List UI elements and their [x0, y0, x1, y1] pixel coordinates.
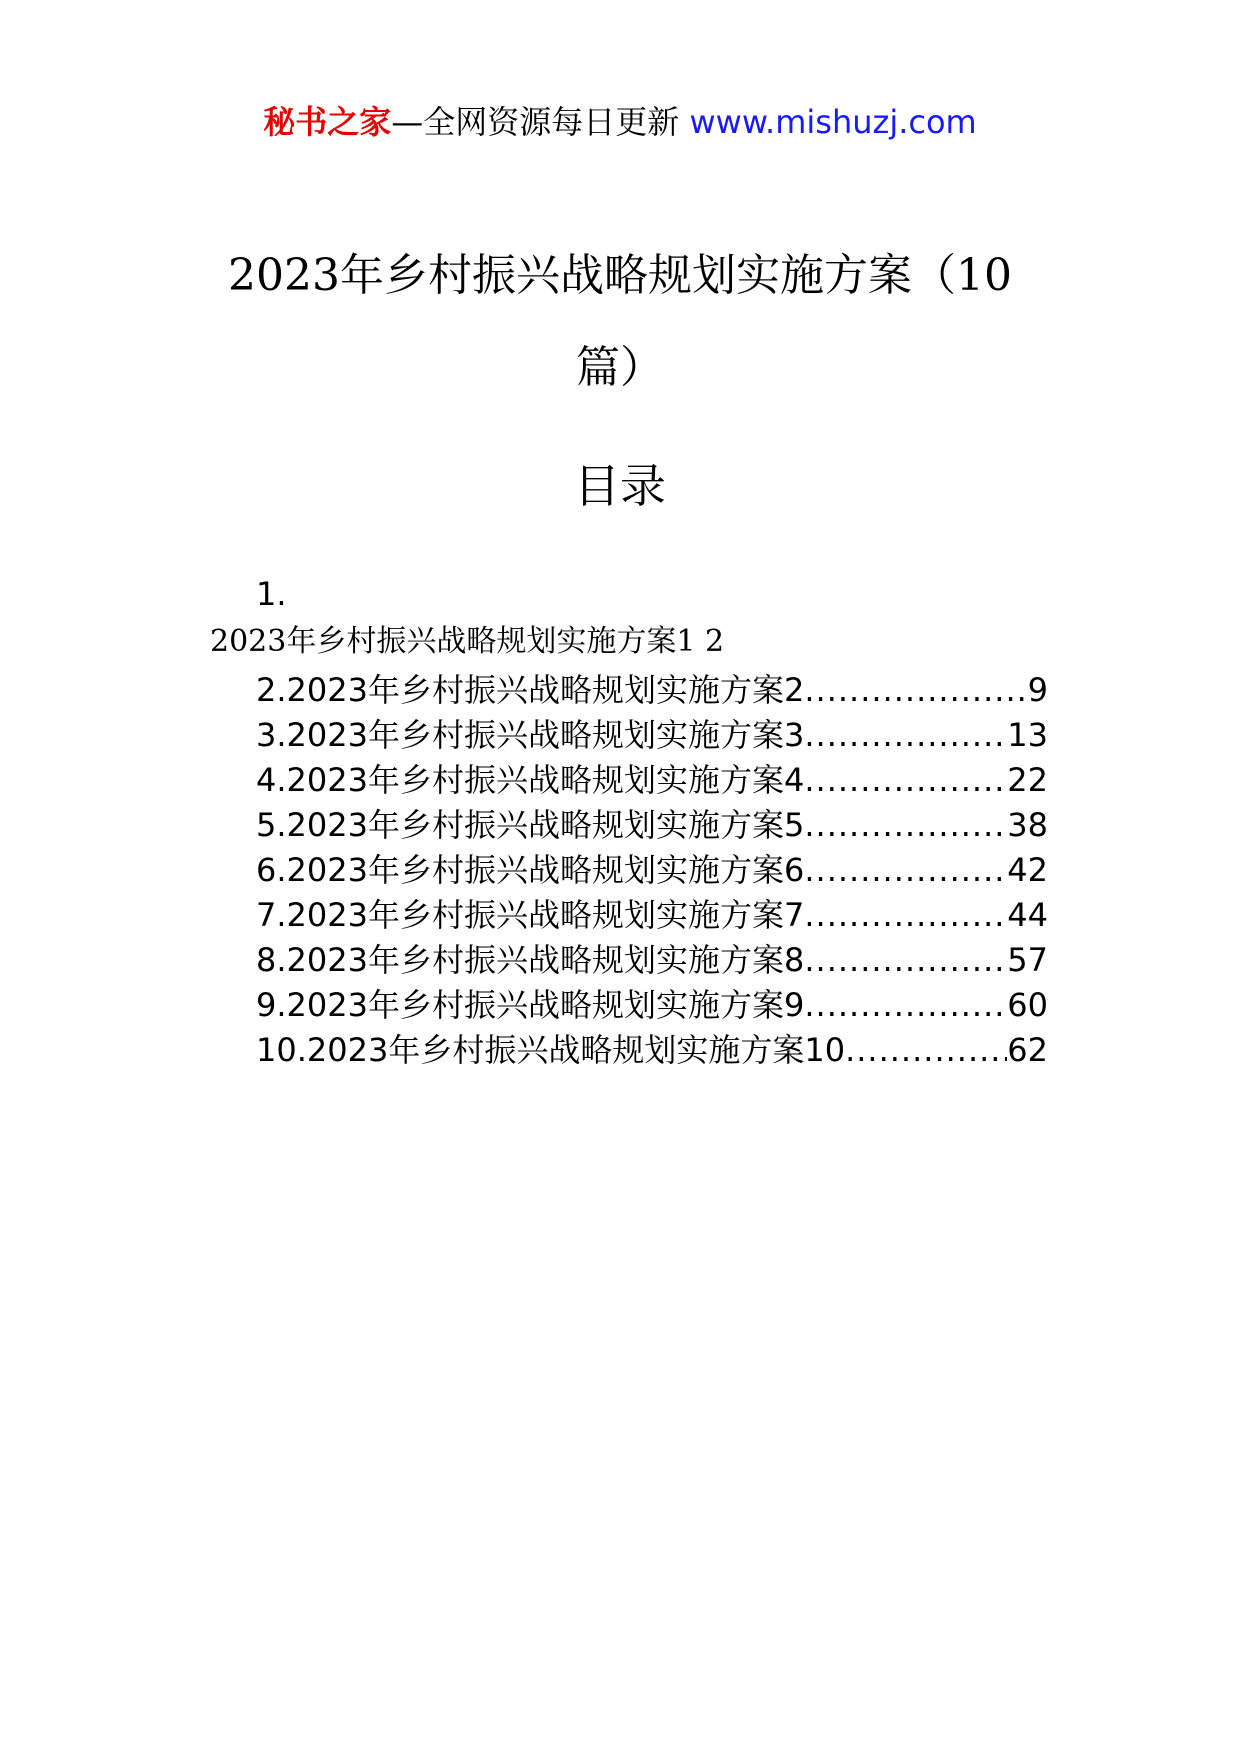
toc-entry[interactable] [256, 713, 1048, 758]
toc-entry-1-number[interactable]: 1. [256, 575, 287, 613]
slogan: —全网资源每日更新 [391, 103, 680, 141]
toc-entry-page: 57 [1007, 941, 1048, 979]
toc-entry[interactable] [256, 938, 1048, 983]
toc-leader-dots [845, 1028, 1007, 1073]
toc-entry-page: 60 [1007, 986, 1048, 1024]
toc-leader-dots [804, 938, 1007, 983]
toc-leader-dots [804, 758, 1007, 803]
toc-leader-dots [804, 983, 1007, 1028]
title-line-2: 篇） [576, 342, 664, 393]
toc-entry-title: 3.2023年乡村振兴战略规划实施方案3 [256, 716, 805, 754]
site-url-link[interactable]: www.mishuzj.com [689, 103, 977, 141]
toc-entry[interactable] [256, 803, 1048, 848]
toc-entry-page: 13 [1007, 716, 1048, 754]
toc-entry[interactable] [256, 668, 1048, 713]
toc-heading: 目录 [574, 459, 666, 513]
toc-leader-dots [804, 713, 1007, 758]
toc-entry-page: 44 [1007, 896, 1048, 934]
toc-entry[interactable] [256, 848, 1048, 893]
brand-name: 秘书之家 [263, 103, 392, 141]
toc-entry-page: 42 [1007, 851, 1048, 889]
title-line-1: 2023年乡村振兴战略规划实施方案（10 [228, 250, 1012, 301]
toc-leader-dots [804, 893, 1007, 938]
toc-entry[interactable] [256, 1028, 1048, 1073]
toc-entry[interactable] [256, 893, 1048, 938]
toc-entry-title: 6.2023年乡村振兴战略规划实施方案6 [256, 851, 805, 889]
toc-leader-dots [804, 848, 1007, 893]
toc-entry-page: 38 [1007, 806, 1048, 844]
toc-entry-title: 2.2023年乡村振兴战略规划实施方案2 [256, 671, 805, 709]
toc-list [256, 668, 1048, 1073]
toc-entry-1-text[interactable]: 2023年乡村振兴战略规划实施方案1 2 [210, 624, 725, 659]
site-header [0, 102, 1240, 142]
toc-leader-dots [804, 668, 1027, 713]
toc-entry-title: 4.2023年乡村振兴战略规划实施方案4 [256, 761, 805, 799]
toc-entry-page: 9 [1027, 671, 1048, 709]
toc-leader-dots [804, 803, 1007, 848]
toc-entry-title: 8.2023年乡村振兴战略规划实施方案8 [256, 941, 805, 979]
toc-entry-title: 7.2023年乡村振兴战略规划实施方案7 [256, 896, 805, 934]
toc-entry-page: 62 [1007, 1031, 1048, 1069]
toc-entry-title: 5.2023年乡村振兴战略规划实施方案5 [256, 806, 805, 844]
toc-entry[interactable] [256, 983, 1048, 1028]
toc-entry[interactable] [256, 758, 1048, 803]
toc-entry-page: 22 [1007, 761, 1048, 799]
toc-entry-title: 9.2023年乡村振兴战略规划实施方案9 [256, 986, 805, 1024]
document-title [0, 230, 1240, 414]
toc-entry-title: 10.2023年乡村振兴战略规划实施方案10 [256, 1031, 846, 1069]
